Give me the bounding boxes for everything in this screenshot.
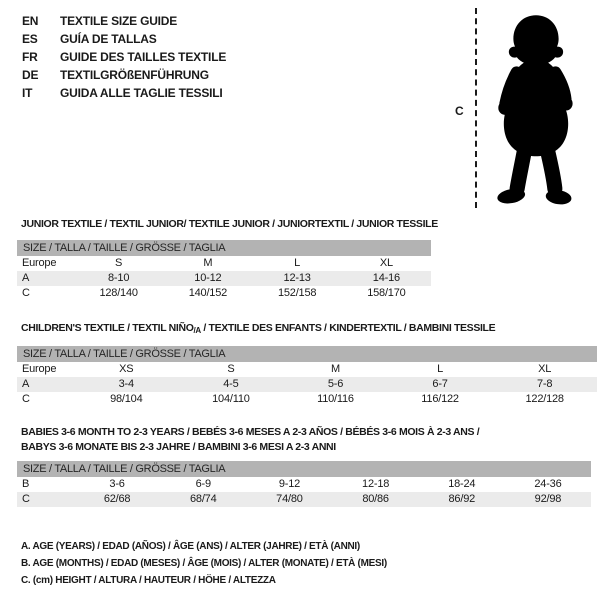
table-cell: 6-7 xyxy=(432,378,448,390)
table-cell: L xyxy=(294,257,301,269)
table-header-bar: SIZE / TALLA / TAILLE / GRÖSSE / TAGLIA xyxy=(17,346,597,362)
table-cell: L xyxy=(437,363,444,375)
footnote-age-years: A. AGE (YEARS) / EDAD (AÑOS) / ÂGE (ANS) / ALTER (JAHRE) / ETÀ (ANNI) xyxy=(21,541,360,552)
language-title: GUIDA ALLE TAGLIE TESSILI xyxy=(60,86,223,100)
table-cell: 128/140 xyxy=(99,287,138,299)
table-cell: XS xyxy=(119,363,134,375)
table-cell: 104/110 xyxy=(212,393,250,405)
table-row-europe xyxy=(17,362,597,377)
table-cell: 9-12 xyxy=(278,478,301,490)
row-label: B xyxy=(22,478,30,490)
heading-subscript: /A xyxy=(193,326,201,335)
table-cell: 14-16 xyxy=(372,272,400,284)
language-row-it xyxy=(22,84,226,102)
footnote-height: C. (cm) HEIGHT / ALTURA / HAUTEUR / HÖHE / ALTEZZA xyxy=(21,575,276,586)
section-heading-babies-line1: BABIES 3-6 MONTH TO 2-3 YEARS / BEBÉS 3-6 MESES A 2-3 AÑOS / BÉBÉS 3-6 MOIS À 2-3 ANS / xyxy=(21,426,480,438)
table-cell: XL xyxy=(538,363,552,375)
table-cell: 62/68 xyxy=(103,493,131,505)
height-measure-line xyxy=(475,8,477,208)
table-cell: 10-12 xyxy=(194,272,222,284)
row-label: A xyxy=(22,378,30,390)
table-cell: 8-10 xyxy=(108,272,130,284)
heading-part: / TEXTILE DES ENFANTS / KINDERTEXTIL / BAMBINI TESSILE xyxy=(200,322,496,334)
baby-silhouette-icon xyxy=(482,12,590,208)
language-code: ES xyxy=(22,32,38,46)
table-header-bar: SIZE / TALLA / TAILLE / GRÖSSE / TAGLIA xyxy=(17,240,431,256)
table-row-height xyxy=(17,492,591,507)
table-cell: 122/128 xyxy=(525,393,564,405)
table-cell: 12-18 xyxy=(362,478,390,490)
language-code: FR xyxy=(22,50,38,64)
table-cell: 86/92 xyxy=(448,493,476,505)
language-row-fr xyxy=(22,48,226,66)
table-cell: 6-9 xyxy=(195,478,211,490)
row-label: C xyxy=(22,393,30,405)
language-title: TEXTILGRÖßENFÜHRUNG xyxy=(60,68,209,82)
language-row-es xyxy=(22,30,226,48)
row-label: Europe xyxy=(22,257,57,269)
table-cell: 12-13 xyxy=(283,272,311,284)
babies-size-table xyxy=(17,461,591,507)
section-heading-junior: JUNIOR TEXTILE / TEXTIL JUNIOR/ TEXTILE JUNIOR / JUNIORTEXTIL / JUNIOR TESSILE xyxy=(21,218,438,230)
table-cell: 7-8 xyxy=(537,378,553,390)
table-cell: 68/74 xyxy=(189,493,217,505)
language-code: DE xyxy=(22,68,39,82)
table-cell: 3-6 xyxy=(109,478,125,490)
section-heading-children xyxy=(21,322,495,335)
footnotes xyxy=(21,538,387,589)
language-title: GUIDE DES TAILLES TEXTILE xyxy=(60,50,227,64)
children-size-table xyxy=(17,346,597,407)
row-label: C xyxy=(22,287,30,299)
heading-part: CHILDREN'S TEXTILE / TEXTIL NIÑO xyxy=(21,322,194,334)
table-cell: 18-24 xyxy=(448,478,476,490)
table-cell: 92/98 xyxy=(534,493,562,505)
table-row-age xyxy=(17,271,431,286)
row-label: A xyxy=(22,272,30,284)
table-cell: 74/80 xyxy=(276,493,303,505)
table-header-bar: SIZE / TALLA / TAILLE / GRÖSSE / TAGLIA xyxy=(17,461,591,477)
language-title: TEXTILE SIZE GUIDE xyxy=(60,14,178,28)
language-row-en xyxy=(22,12,226,30)
table-row-age-months xyxy=(17,477,591,492)
language-code: IT xyxy=(22,86,33,100)
table-cell: 140/152 xyxy=(188,287,228,299)
table-row-height xyxy=(17,286,431,301)
language-code: EN xyxy=(22,14,39,28)
table-cell: 110/116 xyxy=(317,393,354,405)
table-cell: M xyxy=(331,363,340,375)
table-cell: 116/122 xyxy=(421,393,459,405)
junior-size-table xyxy=(17,240,431,301)
table-cell: M xyxy=(203,257,213,269)
language-row-de xyxy=(22,66,226,84)
table-cell: 98/104 xyxy=(110,393,143,405)
row-label: C xyxy=(22,493,30,505)
table-cell: 3-4 xyxy=(118,378,134,390)
table-cell: 152/158 xyxy=(277,287,317,299)
language-title: GUÍA DE TALLAS xyxy=(60,32,157,46)
table-row-age xyxy=(17,377,597,392)
table-row-europe xyxy=(17,256,431,271)
table-cell: 24-36 xyxy=(534,478,562,490)
table-cell: S xyxy=(115,257,123,269)
table-cell: 158/170 xyxy=(367,287,406,299)
table-cell: 80/86 xyxy=(362,493,389,505)
table-cell: 5-6 xyxy=(327,378,344,390)
table-row-height xyxy=(17,392,597,407)
table-cell: 4-5 xyxy=(223,378,239,390)
language-list xyxy=(22,12,226,102)
table-cell: S xyxy=(227,363,235,375)
footnote-age-months: B. AGE (MONTHS) / EDAD (MESES) / ÂGE (MOIS) / ALTER (MONATE) / ETÀ (MESI) xyxy=(21,558,387,569)
section-heading-babies-line2: BABYS 3-6 MONATE BIS 2-3 JAHRE / BAMBINI 3-6 MESI A 2-3 ANNI xyxy=(21,441,336,453)
height-measure-label: C xyxy=(455,104,464,118)
row-label: Europe xyxy=(22,363,57,375)
table-cell: XL xyxy=(379,257,393,269)
